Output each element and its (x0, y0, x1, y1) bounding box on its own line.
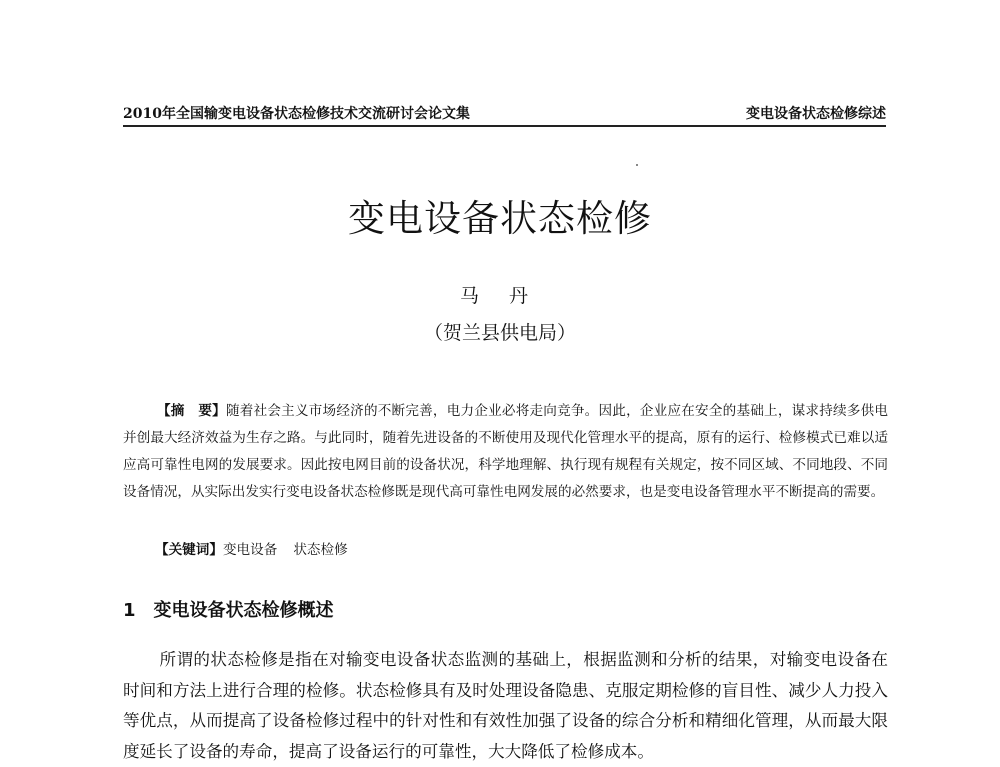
author-affiliation: （贺兰县供电局） (423, 322, 576, 344)
abstract-label: 【摘 要】 (157, 403, 226, 419)
paper-title: 变电设备状态检修 (348, 197, 652, 240)
section-heading (123, 596, 334, 622)
header-proceedings-title: 2010年全国输变电设备状态检修技术交流研讨会论文集 (123, 106, 470, 122)
header-section-title: 变电设备状态检修综述 (746, 106, 886, 122)
keyword: 变电设备 (222, 542, 278, 558)
running-header (123, 103, 886, 127)
keyword: 状态检修 (293, 542, 348, 558)
section-title: 变电设备状态检修概述 (153, 600, 334, 621)
section-number: 1 (123, 600, 136, 621)
keywords-label: 【关键词】 (155, 542, 223, 558)
body-paragraph: 所谓的状态检修是指在对输变电设备状态监测的基础上，根据监测和分析的结果，对输变电设备在时间和方法上进行合理的检修。状态检修具有及时处理设备隐患、克服定期检修的盲目性、减少人力投入等优点，从而提高了设备检修过程中的针对性和有效性加强了设备的综合分析和精细化管理，从而最大限度延长了设备的寿命，提高了设备运行的可靠性，大大降低了检修成本。 (123, 650, 888, 761)
keywords-line (155, 537, 364, 564)
scan-speck (636, 164, 638, 166)
abstract-paragraph (123, 398, 888, 506)
abstract-text: 随着社会主义市场经济的不断完善，电力企业必将走向竞争。因此，企业应在安全的基础上，谋求持续多供电并创最大经济效益为生存之路。与此同时，随着先进设备的不断使用及现代化管理水平的提高，原有的运行、检修模式已难以适应高可靠性电网的发展要求。因此按电网目前的设备状况，科学地理解、执行现有规程有关规定，按不同区域、不同地段、不同设备情况，从实际出发实行变电设备状态检修既是现代高可靠性电网发展的必然要求，也是变电设备管理水平不断提高的需要。 (123, 403, 888, 500)
author-name: 马 丹 (459, 285, 541, 307)
